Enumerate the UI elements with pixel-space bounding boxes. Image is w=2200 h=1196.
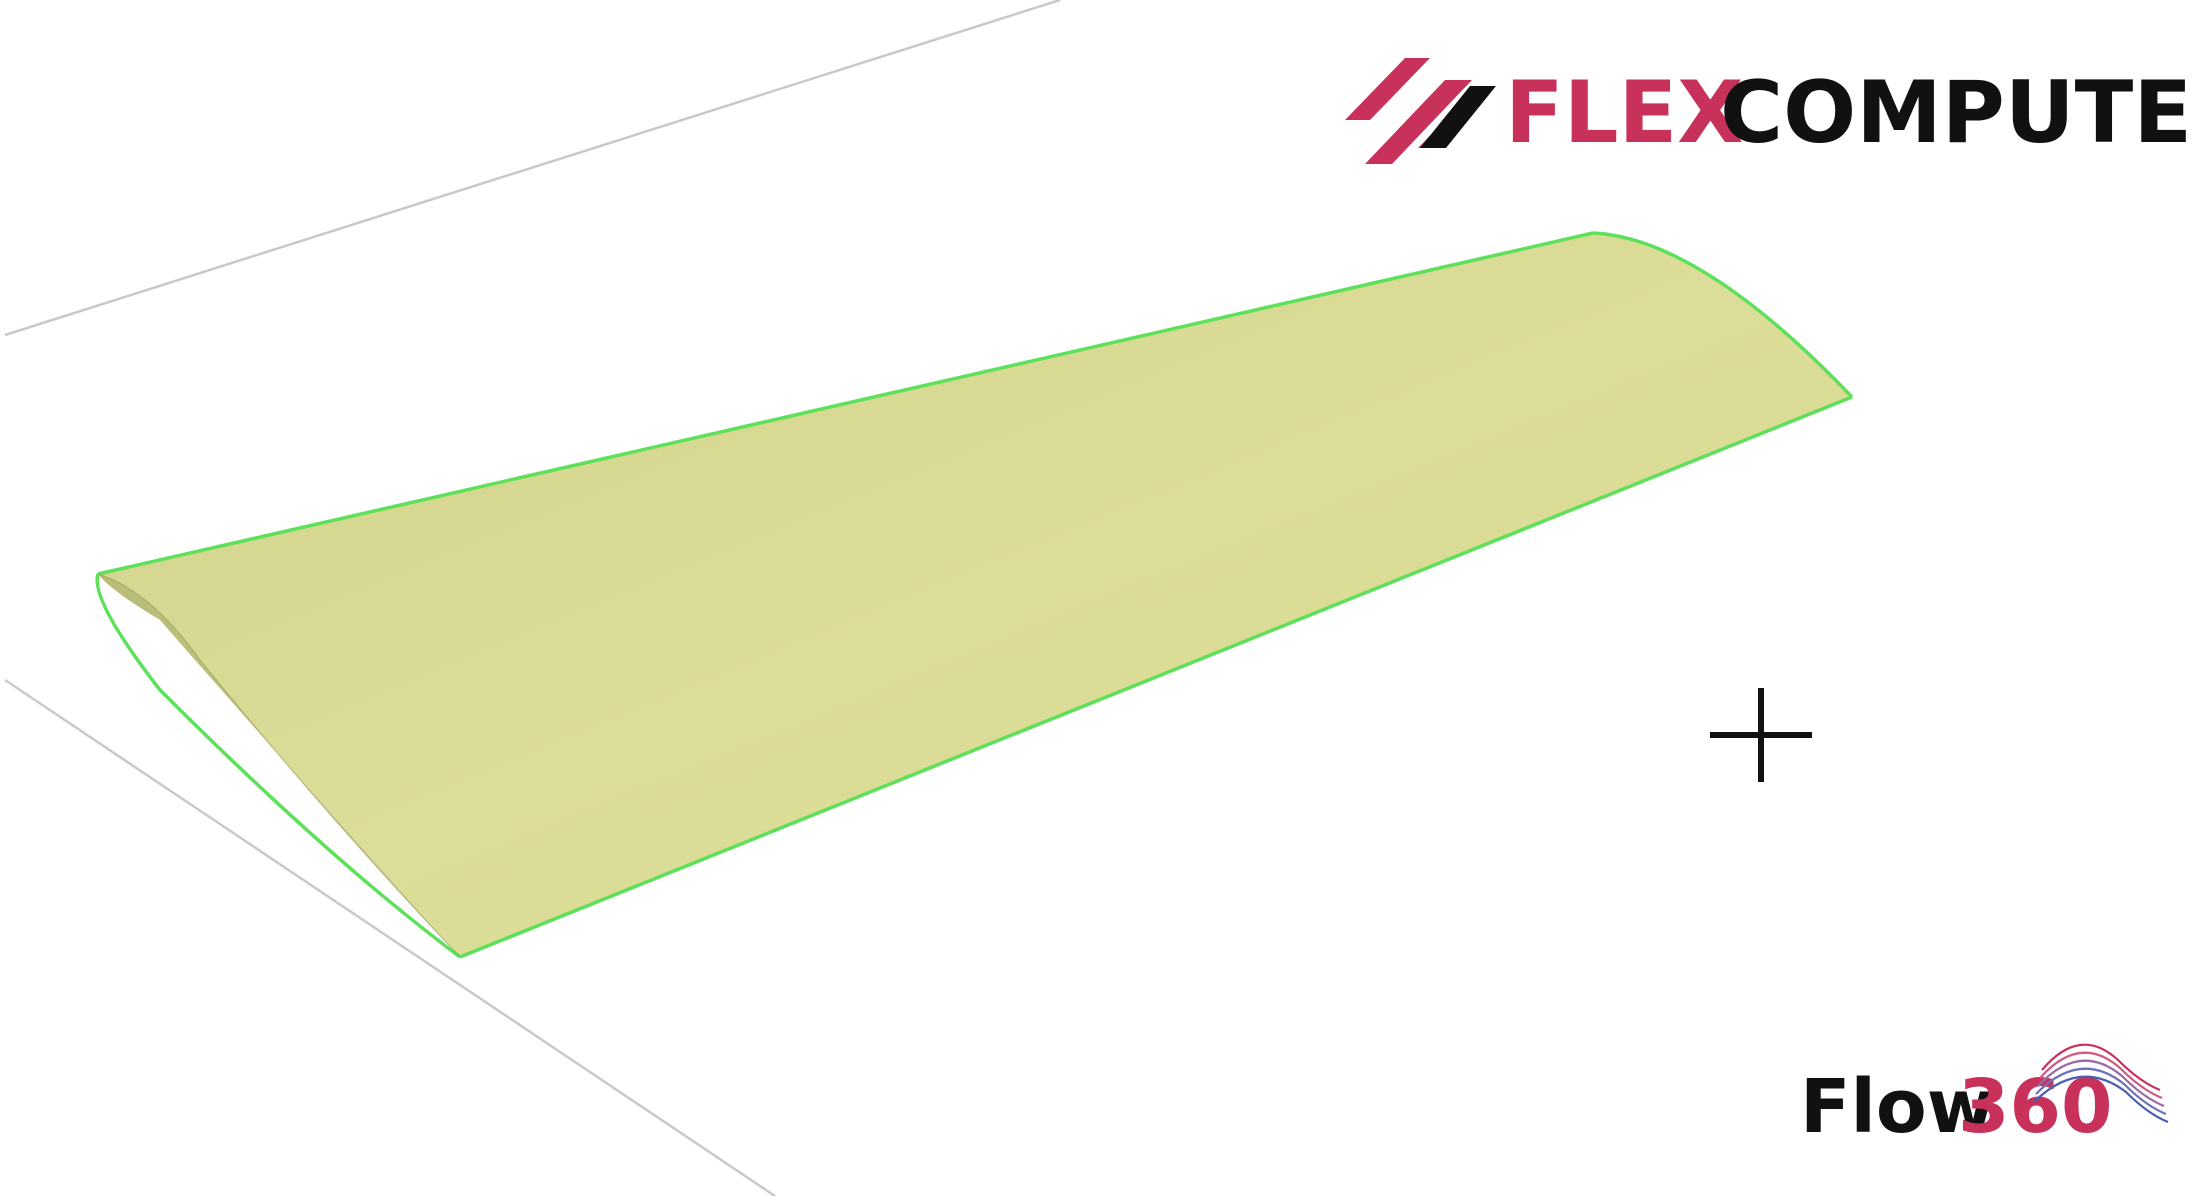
flow360-word-flow: Flow <box>1800 1064 1996 1150</box>
flow360-logo <box>1800 1045 2168 1150</box>
flexcompute-word-compute: COMPUTE <box>1720 63 2193 163</box>
flexcompute-word-flex: FLEX <box>1505 63 1744 163</box>
crosshair-cursor-icon <box>1710 688 1812 782</box>
flow360-word-360: 360 <box>1958 1064 2113 1150</box>
ground-plane-edge-top <box>5 0 1060 335</box>
wing-model[interactable] <box>97 233 1852 957</box>
flexcompute-slashes-icon <box>1332 58 1518 164</box>
flexcompute-logo <box>1332 58 2192 164</box>
